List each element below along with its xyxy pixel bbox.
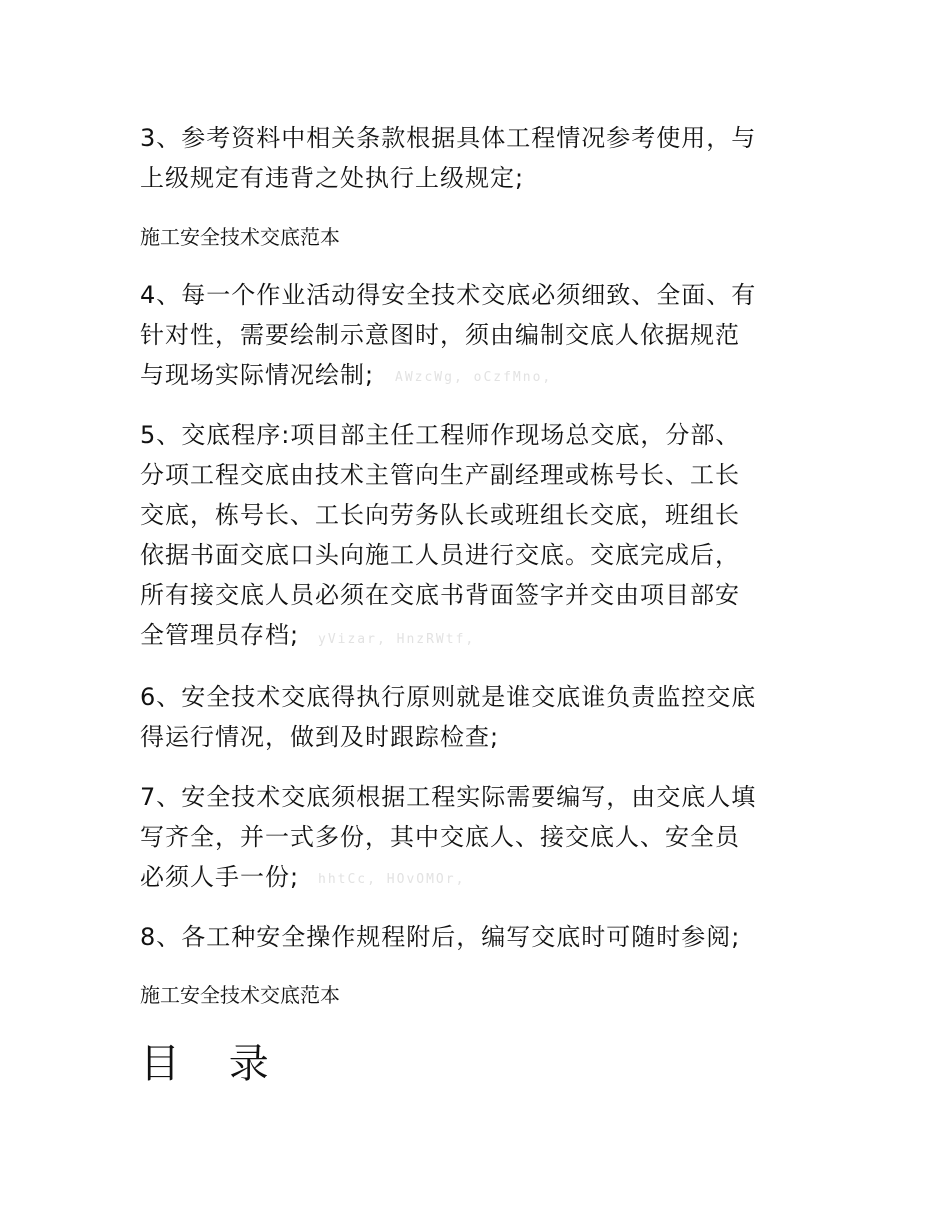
toc-title: 目 录 (140, 1041, 287, 1087)
watermark-3: hhtCc, HOvOMOr, (318, 872, 466, 887)
paragraph-8: 8、各工种安全操作规程附后，编写交底时可随时参阅; (140, 923, 741, 951)
watermark-1: AWzcWg, oCzfMno, (395, 370, 553, 385)
section-label-repeat: 施工安全技术交底范本 (140, 983, 340, 1007)
paragraph-3: 3、参考资料中相关条款根据具体工程情况参考使用，与 上级规定有违背之处执行上级规定; (140, 124, 757, 192)
section-label: 施工安全技术交底范本 (140, 225, 340, 249)
paragraph-6: 6、安全技术交底得执行原则就是谁交底谁负责监控交底 得运行情况，做到及时跟踪检查; (140, 683, 757, 751)
paragraph-7: 7、安全技术交底须根据工程实际需要编写，由交底人填 写齐全，并一式多份，其中交底人、接交底人、安全员 必须人手一份; (140, 783, 757, 891)
paragraph-4: 4、每一个作业活动得安全技术交底必须细致、全面、有 针对性，需要绘制示意图时，须由编制交底人依据规范 与现场实际情况绘制; (140, 281, 757, 389)
paragraph-5: 5、交底程序:项目部主任工程师作现场总交底，分部、 分项工程交底由技术主管向生产副经理或栋号长、工长 交底，栋号长、工长向劳务队长或班组长交底，班组长 依据书面交底口头向施工人员进行交底。交底完成后， 所有接交底人员必须在交底书背面签字并交由项目部安 全管理员存档; (140, 421, 741, 649)
watermark-2: yVizar, HnzRWtf, (318, 632, 476, 647)
